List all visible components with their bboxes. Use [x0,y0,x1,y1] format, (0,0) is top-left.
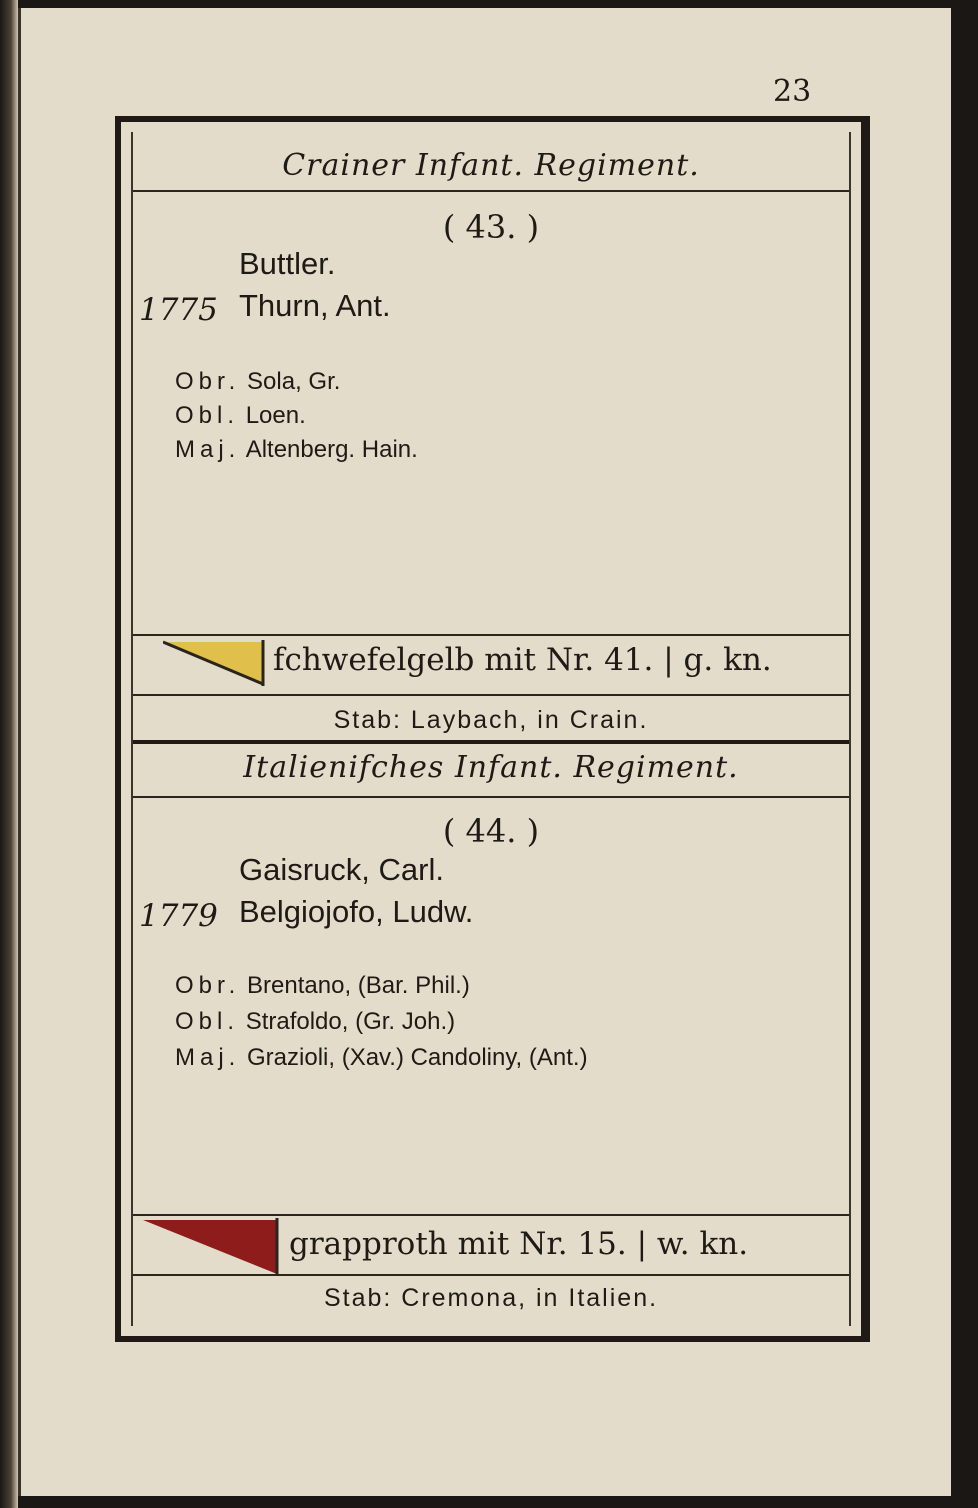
officer-rank: Obr. [175,972,241,999]
proprietor: Buttler. [239,246,336,281]
facing-description: grapproth mit Nr. 15. | w. kn. [289,1226,749,1262]
officer-name: Sola, Gr. [247,368,341,395]
year: 1775 [139,292,218,328]
officer-name: Loen. [245,402,306,429]
officer-name: Altenberg. Hain. [245,436,418,463]
regiment-number: ( 44. ) [442,812,540,850]
regiment-title: Italienifches Infant. Regiment. [243,750,739,785]
second-proprietor: Thurn, Ant. [239,288,391,323]
divider [133,634,849,636]
facing-description: fchwefelgelb mit Nr. 41. | g. kn. [273,642,772,678]
staff-location: Stab: Laybach, in Crain. [333,706,649,734]
staff-location: Stab: Cremona, in Italien. [323,1284,659,1312]
facing-color-swatch [163,638,265,686]
officer-row [175,1008,455,1036]
officer-row [175,368,340,396]
regiment-title: Crainer Infant. Regiment. [282,148,700,183]
officer-rank: Maj. [175,436,241,463]
officer-name: Grazioli, (Xav.) Candoliny, (Ant.) [247,1044,588,1071]
divider [133,796,849,798]
officer-row [175,972,470,1000]
officer-row [175,436,418,464]
divider [133,1274,849,1276]
officer-rank: Maj. [175,1044,241,1071]
second-proprietor: Belgiojofo, Ludw. [239,894,474,929]
regiment-number: ( 43. ) [442,208,540,246]
regiment-table [115,116,870,1342]
divider [133,190,849,192]
officer-name: Brentano, (Bar. Phil.) [247,972,470,999]
proprietor: Gaisruck, Carl. [239,852,444,887]
officer-name: Strafoldo, (Gr. Joh.) [245,1008,456,1035]
page-number: 23 [773,74,812,109]
officer-row [175,1044,588,1072]
page [18,8,951,1496]
facing-color-swatch [143,1218,279,1276]
officer-rank: Obl. [175,1008,240,1035]
table-inner [131,132,851,1326]
section-divider [133,740,849,744]
divider [133,694,849,696]
year: 1779 [139,898,218,934]
officer-row [175,402,306,430]
book-binding [0,0,18,1508]
divider [133,1214,849,1216]
officer-rank: Obl. [175,402,240,429]
officer-rank: Obr. [175,368,241,395]
